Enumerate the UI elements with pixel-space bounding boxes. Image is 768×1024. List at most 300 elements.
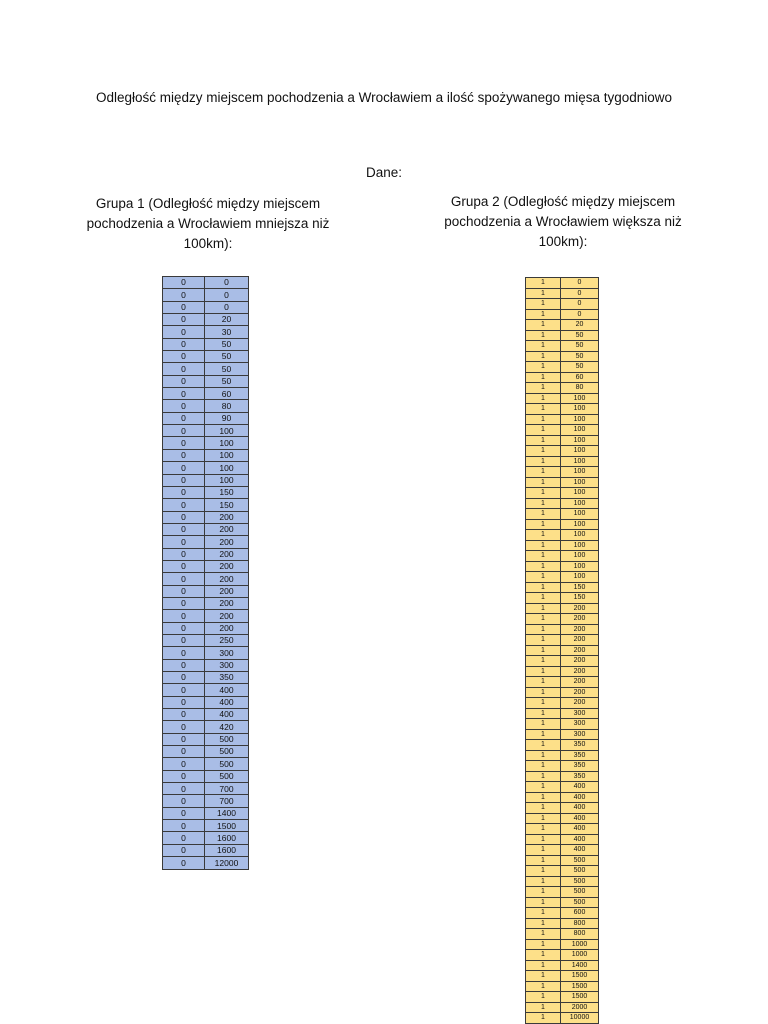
- table-row: [526, 624, 599, 635]
- table-row: [163, 573, 249, 585]
- group-cell: 1: [526, 813, 561, 824]
- group-cell: 0: [163, 277, 205, 289]
- table-row: [526, 771, 599, 782]
- meat-amount-cell: 500: [205, 733, 249, 745]
- group-cell: 1: [526, 792, 561, 803]
- group-cell: 0: [163, 733, 205, 745]
- table-row: [526, 383, 599, 394]
- table-row: [526, 761, 599, 772]
- table-row: [163, 634, 249, 646]
- table-row: [526, 372, 599, 383]
- meat-amount-cell: 200: [205, 548, 249, 560]
- table-row: [526, 971, 599, 982]
- group-cell: 0: [163, 832, 205, 844]
- meat-amount-cell: 200: [561, 603, 599, 614]
- group-cell: 1: [526, 761, 561, 772]
- group-cell: 0: [163, 486, 205, 498]
- table-row: [163, 437, 249, 449]
- group-cell: 0: [163, 721, 205, 733]
- table-row: [526, 635, 599, 646]
- table-row: [163, 548, 249, 560]
- group-cell: 0: [163, 301, 205, 313]
- table-row: [163, 400, 249, 412]
- table-row: [526, 824, 599, 835]
- group-cell: 0: [163, 659, 205, 671]
- table-row: [163, 301, 249, 313]
- table-row: [163, 758, 249, 770]
- meat-amount-cell: 100: [561, 425, 599, 436]
- group-cell: 1: [526, 698, 561, 709]
- table-row: [526, 803, 599, 814]
- group-cell: 1: [526, 981, 561, 992]
- meat-amount-cell: 400: [561, 792, 599, 803]
- table-row: [163, 597, 249, 609]
- meat-amount-cell: 700: [205, 795, 249, 807]
- meat-amount-cell: 0: [205, 277, 249, 289]
- meat-amount-cell: 200: [205, 573, 249, 585]
- table-row: [526, 456, 599, 467]
- meat-amount-cell: 300: [561, 729, 599, 740]
- meat-amount-cell: 80: [205, 400, 249, 412]
- group-cell: 0: [163, 795, 205, 807]
- group-cell: 1: [526, 687, 561, 698]
- group-cell: 1: [526, 288, 561, 299]
- meat-amount-cell: 400: [205, 709, 249, 721]
- group-cell: 1: [526, 393, 561, 404]
- meat-amount-cell: 400: [561, 813, 599, 824]
- group-cell: 1: [526, 572, 561, 583]
- table-row: [163, 820, 249, 832]
- meat-amount-cell: 50: [561, 341, 599, 352]
- meat-amount-cell: 100: [561, 530, 599, 541]
- group-cell: 1: [526, 551, 561, 562]
- group-cell: 0: [163, 314, 205, 326]
- meat-amount-cell: 100: [205, 449, 249, 461]
- table-row: [526, 981, 599, 992]
- meat-amount-cell: 100: [561, 498, 599, 509]
- table-row: [526, 719, 599, 730]
- meat-amount-cell: 1600: [205, 832, 249, 844]
- group-cell: 1: [526, 876, 561, 887]
- meat-amount-cell: 12000: [205, 857, 249, 869]
- table-row: [526, 309, 599, 320]
- meat-amount-cell: 100: [205, 425, 249, 437]
- meat-amount-cell: 100: [561, 414, 599, 425]
- group-cell: 0: [163, 585, 205, 597]
- group-cell: 0: [163, 634, 205, 646]
- table-row: [526, 593, 599, 604]
- group-cell: 1: [526, 855, 561, 866]
- meat-amount-cell: 1000: [561, 950, 599, 961]
- group-cell: 1: [526, 446, 561, 457]
- table-row: [163, 696, 249, 708]
- group-cell: 1: [526, 561, 561, 572]
- group-cell: 1: [526, 939, 561, 950]
- meat-amount-cell: 500: [561, 897, 599, 908]
- group-cell: 1: [526, 372, 561, 383]
- table-row: [526, 278, 599, 289]
- group-cell: 0: [163, 597, 205, 609]
- meat-amount-cell: 200: [561, 687, 599, 698]
- table-row: [526, 782, 599, 793]
- group-cell: 1: [526, 708, 561, 719]
- meat-amount-cell: 800: [561, 929, 599, 940]
- table-row: [526, 897, 599, 908]
- table-row: [526, 582, 599, 593]
- group-cell: 1: [526, 603, 561, 614]
- group-cell: 1: [526, 656, 561, 667]
- group-cell: 1: [526, 467, 561, 478]
- group-cell: 1: [526, 488, 561, 499]
- meat-amount-cell: 200: [561, 656, 599, 667]
- meat-amount-cell: 60: [561, 372, 599, 383]
- table-row: [526, 488, 599, 499]
- group-cell: 1: [526, 519, 561, 530]
- meat-amount-cell: 100: [205, 474, 249, 486]
- table-row: [526, 950, 599, 961]
- meat-amount-cell: 60: [205, 388, 249, 400]
- table-row: [163, 585, 249, 597]
- meat-amount-cell: 200: [561, 666, 599, 677]
- table-row: [526, 498, 599, 509]
- group-cell: 0: [163, 511, 205, 523]
- table-row: [163, 795, 249, 807]
- table-row: [526, 393, 599, 404]
- group-cell: 1: [526, 782, 561, 793]
- group-cell: 1: [526, 509, 561, 520]
- meat-amount-cell: 200: [205, 536, 249, 548]
- meat-amount-cell: 400: [561, 845, 599, 856]
- meat-amount-cell: 500: [561, 876, 599, 887]
- group-cell: 0: [163, 857, 205, 869]
- meat-amount-cell: 200: [205, 511, 249, 523]
- group-cell: 1: [526, 834, 561, 845]
- table-row: [526, 656, 599, 667]
- meat-amount-cell: 420: [205, 721, 249, 733]
- meat-amount-cell: 0: [561, 278, 599, 289]
- table-row: [526, 855, 599, 866]
- meat-amount-cell: 1500: [561, 971, 599, 982]
- table-row: [163, 449, 249, 461]
- table-row: [526, 792, 599, 803]
- table-row: [163, 351, 249, 363]
- group-cell: 0: [163, 412, 205, 424]
- table-row: [526, 519, 599, 530]
- table-row: [163, 511, 249, 523]
- meat-amount-cell: 50: [205, 338, 249, 350]
- table-row: [526, 698, 599, 709]
- table-row: [526, 330, 599, 341]
- table-row: [163, 770, 249, 782]
- table-row: [526, 540, 599, 551]
- group-cell: 1: [526, 866, 561, 877]
- table-row: [163, 746, 249, 758]
- group-cell: 1: [526, 719, 561, 730]
- table-row: [526, 477, 599, 488]
- table-row: [526, 813, 599, 824]
- table-row: [163, 536, 249, 548]
- table-row: [163, 474, 249, 486]
- group-cell: 0: [163, 289, 205, 301]
- group-cell: 0: [163, 400, 205, 412]
- group-cell: 0: [163, 388, 205, 400]
- table-row: [526, 960, 599, 971]
- table-row: [526, 929, 599, 940]
- table-row: [163, 326, 249, 338]
- table-row: [526, 876, 599, 887]
- group-cell: 0: [163, 536, 205, 548]
- group-cell: 1: [526, 435, 561, 446]
- group-cell: 1: [526, 351, 561, 362]
- table-row: [526, 414, 599, 425]
- table-row: [163, 462, 249, 474]
- meat-amount-cell: 1600: [205, 844, 249, 856]
- meat-amount-cell: 350: [561, 771, 599, 782]
- group-cell: 0: [163, 783, 205, 795]
- meat-amount-cell: 200: [205, 597, 249, 609]
- group-cell: 1: [526, 897, 561, 908]
- group-cell: 1: [526, 635, 561, 646]
- group-cell: 1: [526, 677, 561, 688]
- group-cell: 1: [526, 362, 561, 373]
- meat-amount-cell: 300: [205, 647, 249, 659]
- group-cell: 0: [163, 807, 205, 819]
- table-row: [163, 375, 249, 387]
- meat-amount-cell: 100: [561, 519, 599, 530]
- group-cell: 0: [163, 363, 205, 375]
- group-cell: 1: [526, 729, 561, 740]
- meat-amount-cell: 200: [205, 622, 249, 634]
- table-row: [526, 288, 599, 299]
- meat-amount-cell: 1400: [205, 807, 249, 819]
- table-row: [526, 740, 599, 751]
- meat-amount-cell: 200: [205, 560, 249, 572]
- table-row: [163, 412, 249, 424]
- meat-amount-cell: 400: [205, 696, 249, 708]
- group-cell: 1: [526, 824, 561, 835]
- meat-amount-cell: 0: [561, 309, 599, 320]
- table-row: [526, 404, 599, 415]
- group-cell: 0: [163, 523, 205, 535]
- group-cell: 1: [526, 593, 561, 604]
- group-cell: 1: [526, 624, 561, 635]
- meat-amount-cell: 700: [205, 783, 249, 795]
- meat-amount-cell: 20: [205, 314, 249, 326]
- group-cell: 0: [163, 474, 205, 486]
- group-cell: 1: [526, 404, 561, 415]
- meat-amount-cell: 500: [561, 855, 599, 866]
- meat-amount-cell: 50: [205, 363, 249, 375]
- group-cell: 1: [526, 278, 561, 289]
- meat-amount-cell: 1400: [561, 960, 599, 971]
- meat-amount-cell: 1500: [205, 820, 249, 832]
- meat-amount-cell: 0: [205, 289, 249, 301]
- meat-amount-cell: 350: [205, 672, 249, 684]
- meat-amount-cell: 30: [205, 326, 249, 338]
- meat-amount-cell: 200: [205, 610, 249, 622]
- group-cell: 1: [526, 582, 561, 593]
- meat-amount-cell: 400: [561, 782, 599, 793]
- table-row: [526, 908, 599, 919]
- meat-amount-cell: 100: [561, 509, 599, 520]
- meat-amount-cell: 50: [205, 375, 249, 387]
- table-row: [526, 446, 599, 457]
- table-row: [526, 467, 599, 478]
- table-row: [163, 289, 249, 301]
- group2-heading: Grupa 2 (Odległość między miejscem pochodzenia a Wrocławiem większa niż 100km):: [444, 194, 682, 249]
- meat-amount-cell: 200: [205, 523, 249, 535]
- table-row: [526, 530, 599, 541]
- meat-amount-cell: 100: [561, 456, 599, 467]
- meat-amount-cell: 1500: [561, 992, 599, 1003]
- group-cell: 1: [526, 803, 561, 814]
- group-cell: 1: [526, 666, 561, 677]
- group-cell: 1: [526, 383, 561, 394]
- table-row: [163, 486, 249, 498]
- group-cell: 1: [526, 309, 561, 320]
- group-cell: 0: [163, 647, 205, 659]
- meat-amount-cell: 350: [561, 740, 599, 751]
- table-row: [526, 1002, 599, 1013]
- group-cell: 1: [526, 456, 561, 467]
- group-cell: 0: [163, 709, 205, 721]
- meat-amount-cell: 200: [561, 635, 599, 646]
- group-cell: 1: [526, 929, 561, 940]
- meat-amount-cell: 50: [561, 351, 599, 362]
- table-row: [163, 857, 249, 869]
- meat-amount-cell: 350: [561, 761, 599, 772]
- group-cell: 0: [163, 499, 205, 511]
- group-cell: 0: [163, 437, 205, 449]
- group-cell: 1: [526, 530, 561, 541]
- group-cell: 1: [526, 1013, 561, 1024]
- table-row: [526, 750, 599, 761]
- table-row: [526, 666, 599, 677]
- meat-amount-cell: 100: [561, 540, 599, 551]
- meat-amount-cell: 200: [561, 698, 599, 709]
- table-row: [526, 1013, 599, 1024]
- table-row: [163, 388, 249, 400]
- table-row: [526, 834, 599, 845]
- table-row: [526, 362, 599, 373]
- group-cell: 1: [526, 992, 561, 1003]
- group-cell: 0: [163, 338, 205, 350]
- meat-amount-cell: 150: [561, 593, 599, 604]
- table-row: [163, 783, 249, 795]
- meat-amount-cell: 400: [561, 834, 599, 845]
- meat-amount-cell: 500: [561, 866, 599, 877]
- meat-amount-cell: 100: [561, 393, 599, 404]
- meat-amount-cell: 100: [561, 446, 599, 457]
- table-row: [163, 314, 249, 326]
- meat-amount-cell: 100: [561, 551, 599, 562]
- group2-table: [525, 277, 599, 1024]
- meat-amount-cell: 100: [561, 435, 599, 446]
- table-row: [526, 603, 599, 614]
- group-cell: 0: [163, 770, 205, 782]
- meat-amount-cell: 100: [561, 572, 599, 583]
- table-row: [163, 733, 249, 745]
- table-row: [526, 687, 599, 698]
- meat-amount-cell: 150: [205, 499, 249, 511]
- table-row: [163, 610, 249, 622]
- meat-amount-cell: 400: [561, 824, 599, 835]
- group-cell: 0: [163, 672, 205, 684]
- group-cell: 0: [163, 449, 205, 461]
- table-row: [163, 338, 249, 350]
- group-cell: 1: [526, 341, 561, 352]
- meat-amount-cell: 500: [205, 746, 249, 758]
- document-title: Odległość między miejscem pochodzenia a Wrocławiem a ilość spożywanego mięsa tygodniowo: [95, 90, 673, 105]
- meat-amount-cell: 80: [561, 383, 599, 394]
- meat-amount-cell: 10000: [561, 1013, 599, 1024]
- group-cell: 0: [163, 746, 205, 758]
- table-row: [526, 435, 599, 446]
- table-row: [163, 277, 249, 289]
- table-row: [526, 614, 599, 625]
- meat-amount-cell: 50: [561, 362, 599, 373]
- group-cell: 1: [526, 614, 561, 625]
- table-row: [163, 523, 249, 535]
- meat-amount-cell: 100: [561, 404, 599, 415]
- table-row: [526, 708, 599, 719]
- table-row: [163, 363, 249, 375]
- meat-amount-cell: 800: [561, 918, 599, 929]
- table-row: [526, 918, 599, 929]
- group-cell: 1: [526, 918, 561, 929]
- group-cell: 0: [163, 375, 205, 387]
- table-row: [526, 509, 599, 520]
- group-cell: 0: [163, 844, 205, 856]
- group-cell: 1: [526, 887, 561, 898]
- group-cell: 0: [163, 684, 205, 696]
- meat-amount-cell: 100: [561, 561, 599, 572]
- meat-amount-cell: 400: [205, 684, 249, 696]
- group-cell: 1: [526, 477, 561, 488]
- meat-amount-cell: 100: [561, 477, 599, 488]
- meat-amount-cell: 100: [205, 437, 249, 449]
- meat-amount-cell: 1000: [561, 939, 599, 950]
- meat-amount-cell: 200: [561, 614, 599, 625]
- group-cell: 1: [526, 320, 561, 331]
- meat-amount-cell: 0: [205, 301, 249, 313]
- table-row: [163, 844, 249, 856]
- table-row: [526, 729, 599, 740]
- meat-amount-cell: 350: [561, 750, 599, 761]
- meat-amount-cell: 400: [561, 803, 599, 814]
- table-row: [163, 832, 249, 844]
- table-row: [526, 551, 599, 562]
- table-row: [526, 299, 599, 310]
- table-row: [526, 677, 599, 688]
- table-row: [526, 572, 599, 583]
- table-row: [526, 992, 599, 1003]
- group-cell: 0: [163, 560, 205, 572]
- group-cell: 0: [163, 696, 205, 708]
- group-cell: 1: [526, 771, 561, 782]
- table-row: [163, 560, 249, 572]
- meat-amount-cell: 20: [561, 320, 599, 331]
- meat-amount-cell: 90: [205, 412, 249, 424]
- meat-amount-cell: 300: [561, 719, 599, 730]
- group-cell: 1: [526, 1002, 561, 1013]
- group-cell: 0: [163, 548, 205, 560]
- table-row: [163, 807, 249, 819]
- group-cell: 0: [163, 462, 205, 474]
- table-row: [526, 351, 599, 362]
- table-row: [526, 425, 599, 436]
- group-cell: 0: [163, 326, 205, 338]
